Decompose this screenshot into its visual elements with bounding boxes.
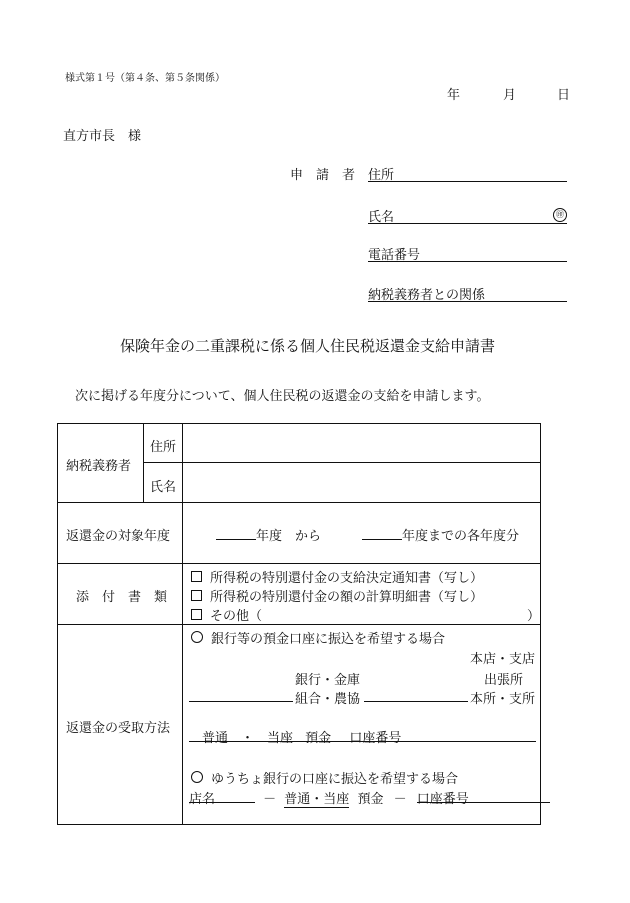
circle-option-icon[interactable] <box>191 631 203 643</box>
bank-option-text: 銀行等の預金口座に振込を希望する場合 <box>211 632 446 647</box>
branch-mid: 出張所 <box>484 673 524 688</box>
account-number-label: 口座番号 <box>349 731 402 746</box>
target-years-label: 返還金の対象年度 <box>66 529 171 544</box>
attach-item-3-text: その他（ <box>210 609 263 624</box>
circle-option-icon[interactable] <box>191 771 203 783</box>
applicant-label: 申 請 者 <box>290 168 356 183</box>
post-account-number-field[interactable] <box>416 788 550 807</box>
year-to-input[interactable] <box>362 525 402 540</box>
bank-kind-2: 組合・農協 <box>295 692 361 707</box>
taxpayer-label: 納税義務者 <box>66 459 132 474</box>
receipt-method-label: 返還金の受取方法 <box>66 721 171 736</box>
applicant-relation-field[interactable] <box>368 284 567 302</box>
applicant-address-field[interactable] <box>368 164 567 182</box>
branch-top: 本店・支店 <box>470 652 536 667</box>
target-years-to <box>362 525 519 544</box>
branch-bottom: 本所・支所 <box>470 692 536 707</box>
applicant-address-label: 住所 <box>368 168 395 183</box>
post-account-number-label: 口座番号 <box>416 792 469 807</box>
target-years-row <box>216 525 321 544</box>
dash-1: － <box>263 792 277 807</box>
year-from-input[interactable] <box>216 525 256 540</box>
branch-name-input[interactable] <box>364 688 468 702</box>
applicant-phone-field[interactable] <box>368 244 567 262</box>
bank-name-input[interactable] <box>189 688 293 702</box>
dash-2: － <box>393 792 407 807</box>
account-row <box>189 727 536 746</box>
post-row <box>189 788 550 808</box>
date-year: 年 <box>447 88 461 103</box>
attach-item-1[interactable] <box>191 567 483 586</box>
checkbox-icon[interactable] <box>191 590 202 601</box>
date-day: 日 <box>557 88 571 103</box>
deposit-label: 預金 <box>305 731 332 746</box>
attachments-label: 添 付 書 類 <box>76 590 168 605</box>
document-title: 保険年金の二重課税に係る個人住民税返還金支給申請書 <box>120 337 496 355</box>
taxpayer-address-input[interactable] <box>184 425 539 461</box>
post-deposit-label: 預金 <box>357 792 384 807</box>
post-option-text: ゆうちょ銀行の口座に振込を希望する場合 <box>211 772 459 787</box>
attach-item-3-close: ） <box>527 609 541 624</box>
intro-text: 次に掲げる年度分について、個人住民税の返還金の支給を申請します。 <box>75 389 490 404</box>
applicant-phone-label: 電話番号 <box>368 248 421 263</box>
applicant-name-field[interactable] <box>368 206 567 224</box>
checkbox-icon[interactable] <box>191 609 202 620</box>
applicant-name-label: 氏名 <box>368 210 395 225</box>
applicant-relation-label: 納税義務者との関係 <box>368 288 486 303</box>
attach-item-1-text: 所得税の特別還付金の支給決定通知書（写し） <box>210 571 484 586</box>
post-option[interactable] <box>191 768 458 787</box>
post-account-type[interactable]: 普通・当座 <box>284 788 349 808</box>
seal-icon: ㊞ <box>553 208 567 222</box>
taxpayer-name-input[interactable] <box>184 464 539 501</box>
taxpayer-address-label: 住所 <box>150 440 177 455</box>
shop-name-label: 店名 <box>189 792 216 807</box>
addressee: 直方市長 様 <box>63 129 142 144</box>
attach-item-3[interactable] <box>191 605 262 624</box>
shop-name-field[interactable] <box>189 788 255 807</box>
bank-option[interactable] <box>191 628 445 647</box>
taxpayer-name-label: 氏名 <box>150 480 177 495</box>
year-from-text: 年度 から <box>256 529 322 544</box>
date-month: 月 <box>503 88 517 103</box>
checkbox-icon[interactable] <box>191 571 202 582</box>
year-to-text: 年度までの各年度分 <box>402 529 520 544</box>
bank-kind-1: 銀行・金庫 <box>295 673 361 688</box>
account-type[interactable]: 普通 ・ 当座 <box>202 731 294 746</box>
attach-item-2[interactable] <box>191 586 483 605</box>
form-number: 様式第１号（第４条、第５条関係） <box>65 73 225 84</box>
attach-item-2-text: 所得税の特別還付金の額の計算明細書（写し） <box>210 590 484 605</box>
